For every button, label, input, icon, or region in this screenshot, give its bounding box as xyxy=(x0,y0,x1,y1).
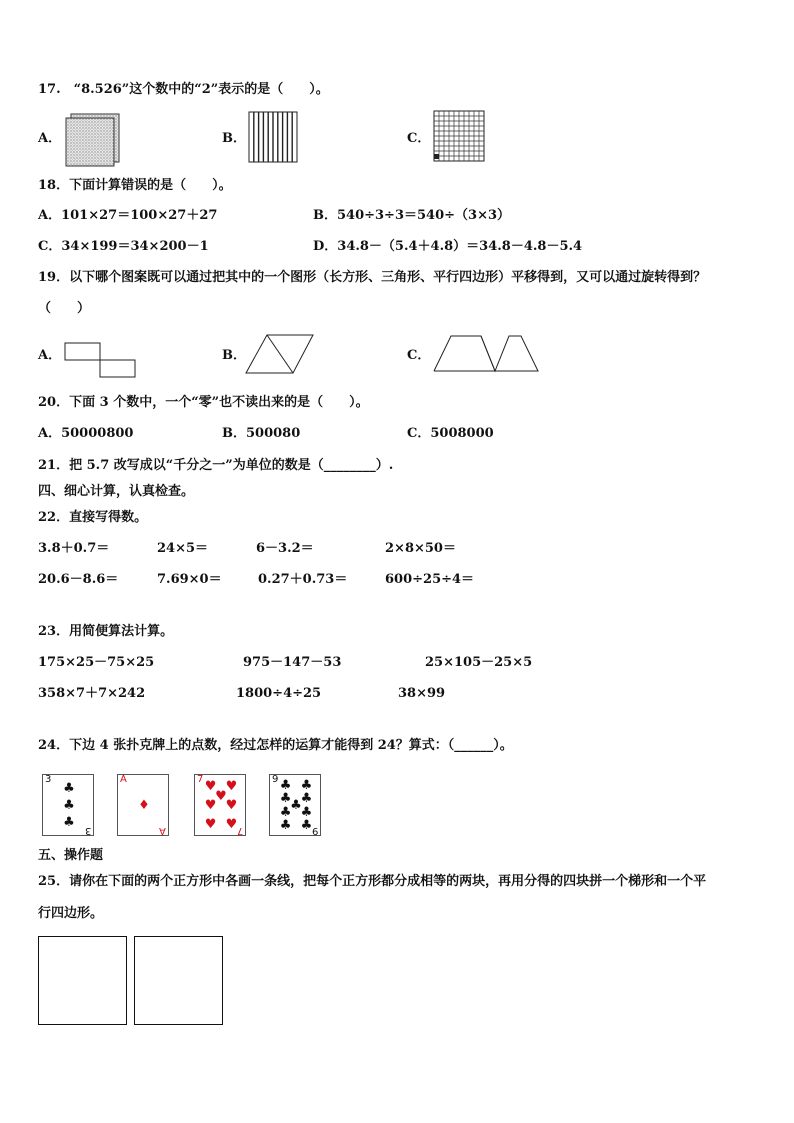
q17-option-b-image xyxy=(248,111,300,165)
card-rank: 7 xyxy=(197,774,204,785)
q22-item: 6－3.2＝ xyxy=(256,541,314,556)
q23-stem: 23．用简便算法计算。 xyxy=(38,624,174,639)
q18-option-d: D．34.8－（5.4＋4.8）＝34.8－4.8－5.4 xyxy=(313,239,583,254)
card-rank: 3 xyxy=(45,774,52,785)
card-rank: 9 xyxy=(311,825,318,836)
q18-option-b: B．540÷3÷3＝540÷（3×3） xyxy=(313,208,511,223)
card-suit-pip: ♣ xyxy=(279,791,292,807)
q20-option-a: A．50000800 xyxy=(38,426,134,441)
q20-option-b: B．500080 xyxy=(222,426,301,441)
playing-card xyxy=(269,774,321,836)
q20-option-c: C．5008000 xyxy=(407,426,494,441)
playing-card xyxy=(117,774,169,836)
card-suit-pip: ♣ xyxy=(63,815,75,831)
q19-stem: 19．以下哪个图案既可以通过把其中的一个图形（长方形、三角形、平行四边形）平移得到，又可以通过旋转得到？ xyxy=(38,270,707,285)
card-suit-pip: ♣ xyxy=(300,791,313,807)
card-suit-pip: ♦ xyxy=(138,798,150,813)
q19-option-c-figure xyxy=(433,335,541,373)
card-suit-pip: ♥ xyxy=(204,798,217,813)
q22-item: 2×8×50＝ xyxy=(385,541,456,556)
card-suit-pip: ♣ xyxy=(279,804,292,820)
q17-stem: 17. “8.526”这个数中的“2”表示的是（ ）。 xyxy=(38,82,329,97)
q19-option-a-figure xyxy=(64,342,136,380)
card-suit-pip: ♣ xyxy=(279,778,292,794)
card-rank: A xyxy=(159,825,166,836)
q17-option-c-image xyxy=(433,110,487,164)
q25-stem-line2: 行四边形。 xyxy=(38,906,104,921)
q22-item: 3.8＋0.7＝ xyxy=(38,541,110,556)
card-suit-pip: ♥ xyxy=(215,788,227,804)
q19-option-c-label: C． xyxy=(407,348,431,363)
q22-item: 600÷25÷4＝ xyxy=(385,572,475,587)
card-rank: 9 xyxy=(272,774,279,785)
q17-option-b-label: B． xyxy=(222,131,246,146)
answer-square-right[interactable] xyxy=(134,936,223,1025)
card-suit-pip: ♣ xyxy=(300,778,313,794)
card-suit-pip: ♣ xyxy=(279,817,292,833)
q17-option-a-label: A． xyxy=(38,131,62,146)
q23-item: 1800÷4÷25 xyxy=(236,686,322,701)
playing-card xyxy=(42,774,94,836)
q22-item: 0.27＋0.73＝ xyxy=(258,572,348,587)
card-suit-pip: ♥ xyxy=(225,798,238,813)
q24-stem: 24．下边 4 张扑克牌上的点数，经过怎样的运算才能得到 24？算式：（______）。 xyxy=(38,738,513,753)
q17-option-c-label: C． xyxy=(407,131,431,146)
q22-item: 7.69×0＝ xyxy=(157,572,222,587)
q23-item: 975－147－53 xyxy=(243,655,342,670)
card-suit-pip: ♣ xyxy=(300,817,313,833)
q19-option-a-label: A． xyxy=(38,348,62,363)
q22-item: 20.6－8.6＝ xyxy=(38,572,119,587)
q17-option-a-image xyxy=(64,112,122,166)
q19-paren: （ ） xyxy=(38,301,91,316)
card-suit-pip: ♥ xyxy=(204,779,217,795)
card-rank: 3 xyxy=(84,825,91,836)
answer-square-left[interactable] xyxy=(38,936,127,1025)
card-rank: A xyxy=(120,774,127,785)
q19-option-b-figure xyxy=(245,333,315,375)
q23-item: 38×99 xyxy=(398,686,446,701)
card-suit-pip: ♣ xyxy=(63,780,75,796)
q21-stem: 21．把 5.7 改写成以“千分之一”为单位的数是（________）. xyxy=(38,458,394,473)
playing-card xyxy=(194,774,246,836)
card-suit-pip: ♣ xyxy=(300,804,313,820)
q18-stem: 18．下面计算错误的是（ ）。 xyxy=(38,178,232,193)
section-4-heading: 四、细心计算，认真检查。 xyxy=(38,484,195,499)
q22-item: 24×5＝ xyxy=(157,541,209,556)
card-suit-pip: ♥ xyxy=(204,816,217,832)
q18-option-c: C．34×199＝34×200－1 xyxy=(38,239,209,254)
card-suit-pip: ♥ xyxy=(225,816,238,832)
q18-option-a: A．101×27＝100×27＋27 xyxy=(38,208,218,223)
card-suit-pip: ♥ xyxy=(225,779,238,795)
q23-item: 25×105－25×5 xyxy=(425,655,533,670)
q20-stem: 20．下面 3 个数中，一个“零”也不读出来的是（ ）。 xyxy=(38,395,369,410)
card-suit-pip: ♣ xyxy=(63,798,75,813)
q23-item: 358×7＋7×242 xyxy=(38,686,146,701)
q19-option-b-label: B． xyxy=(222,348,246,363)
card-suit-pip: ♣ xyxy=(290,798,302,813)
q22-stem: 22．直接写得数。 xyxy=(38,510,148,525)
q23-item: 175×25－75×25 xyxy=(38,655,155,670)
q25-stem-line1: 25．请你在下面的两个正方形中各画一条线，把每个正方形都分成相等的两块，再用分得的四块拼一个梯形和一个平 xyxy=(38,874,707,889)
card-rank: 7 xyxy=(236,825,243,836)
section-5-heading: 五、操作题 xyxy=(38,848,104,863)
